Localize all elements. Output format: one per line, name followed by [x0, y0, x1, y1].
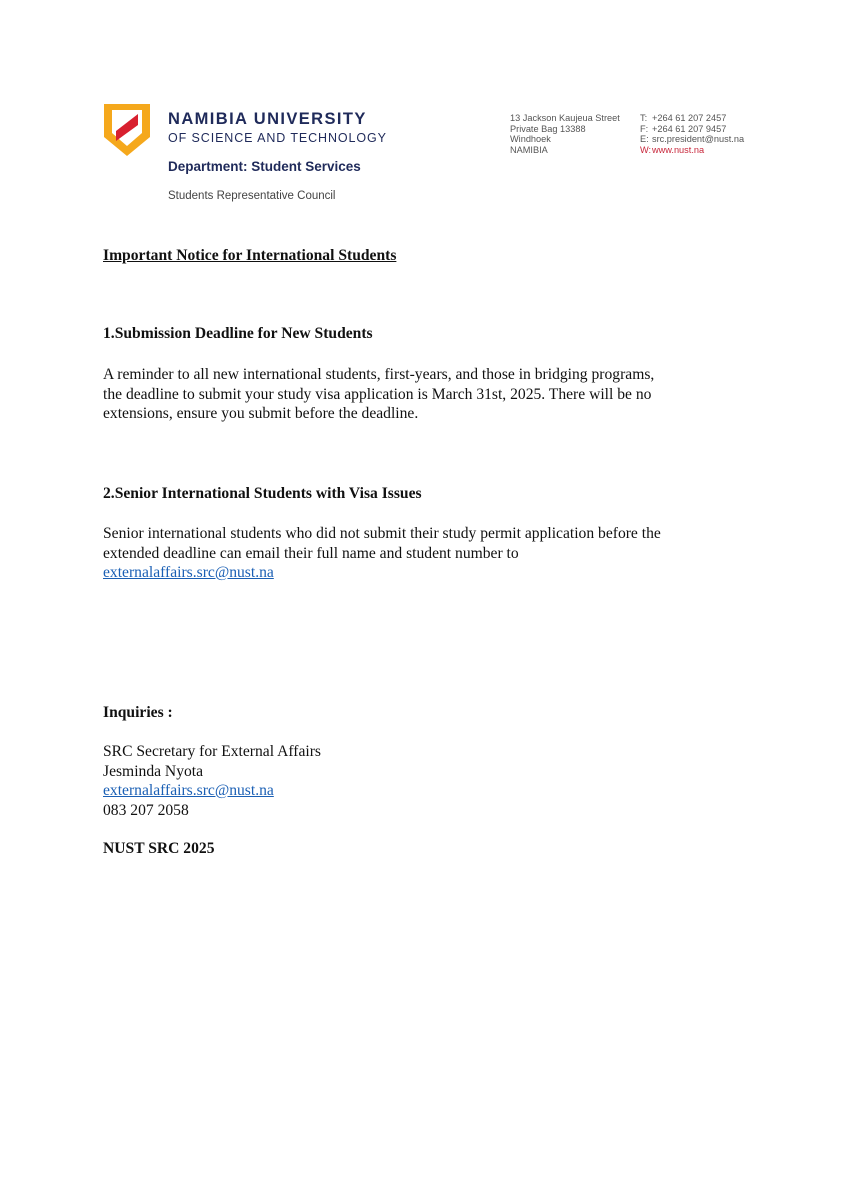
- section2-heading: 2.Senior International Students with Visa Issues: [103, 485, 422, 502]
- notice-title: Important Notice for International Students: [103, 247, 397, 264]
- website-link[interactable]: www.nust.na: [652, 144, 705, 155]
- inquiries-phone: 083 207 2058: [103, 801, 189, 819]
- contact-block: [640, 113, 744, 155]
- contact-label: W:: [640, 144, 652, 155]
- inquiries-name: Jesminda Nyota: [103, 762, 204, 780]
- section2-paragraph: [103, 524, 743, 583]
- paragraph-line: A reminder to all new international students, first-years, and those in bridging programs,: [103, 366, 655, 383]
- contact-label: T:: [640, 113, 648, 123]
- contact-phone: [640, 113, 744, 124]
- paragraph-line: Senior international students who did not submit their study permit application before the: [103, 525, 661, 542]
- address-block: [510, 113, 620, 155]
- university-name: NAMIBIA UNIVERSITY: [168, 110, 367, 128]
- address-line: Private Bag 13388: [510, 123, 586, 134]
- contact-label: E:: [640, 134, 649, 145]
- contact-value: +264 61 207 2457: [652, 113, 727, 123]
- council-name: Students Representative Council: [168, 190, 336, 202]
- address-line: Windhoek: [510, 134, 551, 145]
- inquiries-heading: Inquiries :: [103, 704, 173, 721]
- section1-paragraph: [103, 365, 743, 424]
- address-line: 13 Jackson Kaujeua Street: [510, 113, 620, 123]
- contact-website: [640, 145, 744, 156]
- paragraph-line: extensions, ensure you submit before the deadline.: [103, 405, 419, 422]
- contact-fax: [640, 124, 744, 135]
- nust-logo-icon: [101, 101, 153, 159]
- inquiries-role: SRC Secretary for External Affairs: [103, 743, 321, 760]
- university-subtitle: OF SCIENCE AND TECHNOLOGY: [168, 131, 387, 145]
- contact-label: F:: [640, 123, 649, 134]
- inquiries-email-link[interactable]: externalaffairs.src@nust.na: [103, 782, 274, 799]
- paragraph-line: extended deadline can email their full name and student number to: [103, 544, 519, 562]
- contact-value[interactable]: src.president@nust.na: [652, 134, 745, 145]
- inquiries-block: [103, 742, 321, 820]
- section1-heading: 1.Submission Deadline for New Students: [103, 325, 373, 342]
- department-name: Department: Student Services: [168, 159, 361, 174]
- paragraph-line: the deadline to submit your study visa application is March 31st, 2025. There will be no: [103, 385, 652, 403]
- address-line: NAMIBIA: [510, 144, 548, 155]
- signature: NUST SRC 2025: [103, 840, 215, 857]
- section2-email-link[interactable]: externalaffairs.src@nust.na: [103, 564, 274, 581]
- contact-email: [640, 134, 744, 145]
- contact-value: +264 61 207 9457: [652, 123, 727, 134]
